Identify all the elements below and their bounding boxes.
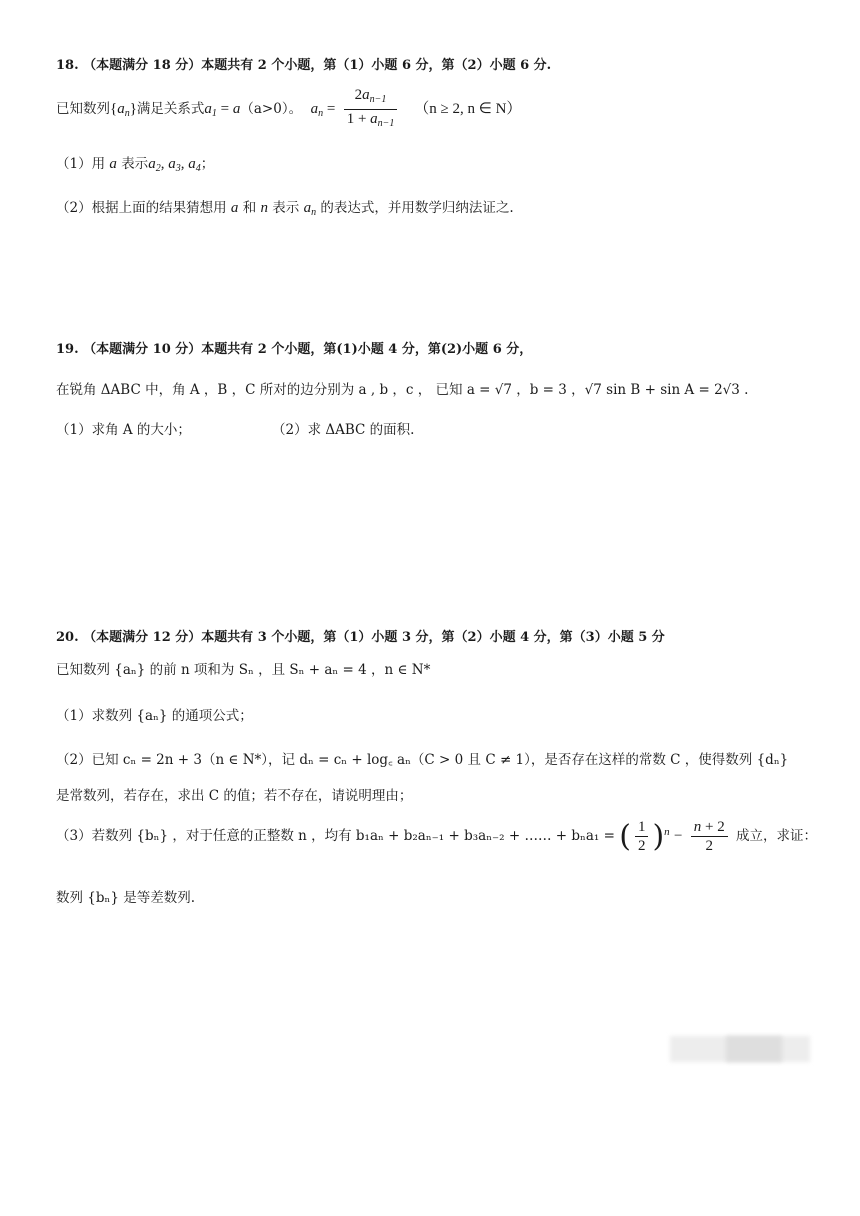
q19-part1: （1）求角 A 的大小；	[56, 422, 191, 438]
q18-fraction: $\frac{2a_{n-1}}{1 + a_{n-1}}$	[344, 86, 398, 133]
q20-part1: （1）求数列 {aₙ} 的通项公式；	[56, 708, 253, 724]
q20-header: 20. （本题满分 12 分）本题共有 3 个小题，第（1）小题 3 分，第（2）小题 4 分，第（3）小题 5 分	[56, 630, 665, 645]
q19-stem: 在锐角 ΔABC 中，角 A ，B ，C 所对的边分别为 a , b ，c ， 已知 a = √7 ，b = 3 ，√7 sin B + sin A = 2√3 .	[56, 382, 749, 398]
q20-stem: 已知数列 {aₙ} 的前 n 项和为 Sₙ ，且 Sₙ + aₙ = 4 ，n ∈ N*	[56, 662, 431, 678]
q18-part1: （1）用 a 表示$a_2$, $a_3$, $a_4$；	[56, 156, 215, 174]
q20-part2-line1: （2）已知 cₙ = 2n + 3（n ∈ N*），记 dₙ = cₙ + log꜀ aₙ（C > 0 且 C ≠ 1），是否存在这样的常数 C ，使得数列 {dₙ}	[56, 752, 789, 768]
blurred-watermark-dark	[726, 1036, 782, 1062]
q20-conclusion: 数列 {bₙ} 是等差数列.	[56, 890, 196, 906]
q19-part2: （2）求 ΔABC 的面积.	[272, 422, 415, 438]
q18-header: 18. （本题满分 18 分）本题共有 2 个小题，第（1）小题 6 分，第（2）小题 6 分.	[56, 58, 552, 73]
q20-part2-line2: 是常数列，若存在，求出 C 的值；若不存在，请说明理由；	[56, 788, 413, 804]
q20-part3: （3）若数列 {bₙ} ，对于任意的正整数 n ，均有 b₁aₙ + b₂aₙ₋₁ + b₃aₙ₋₂ + …… + bₙa₁ = ( $\frac{1}{2}$ )$^n$ − $\frac{n + 2}{2}$ 成立，求证：	[56, 819, 817, 854]
q19-header: 19. （本题满分 10 分）本题共有 2 个小题，第(1)小题 4 分，第(2)小题 6 分，	[56, 342, 533, 357]
q18-part2: （2）根据上面的结果猜想用 a 和 n 表示 $a_n$ 的表达式，并用数学归纳法证之.	[56, 200, 514, 218]
q18-stem: 已知数列$\{a_n\}$满足关系式$a_1 = a(a>0)$。 $a_n$ = $\frac{2a_{n-1}}{1 + a_{n-1}}$ （n ≥ 2, n ∈ N）	[56, 86, 521, 133]
